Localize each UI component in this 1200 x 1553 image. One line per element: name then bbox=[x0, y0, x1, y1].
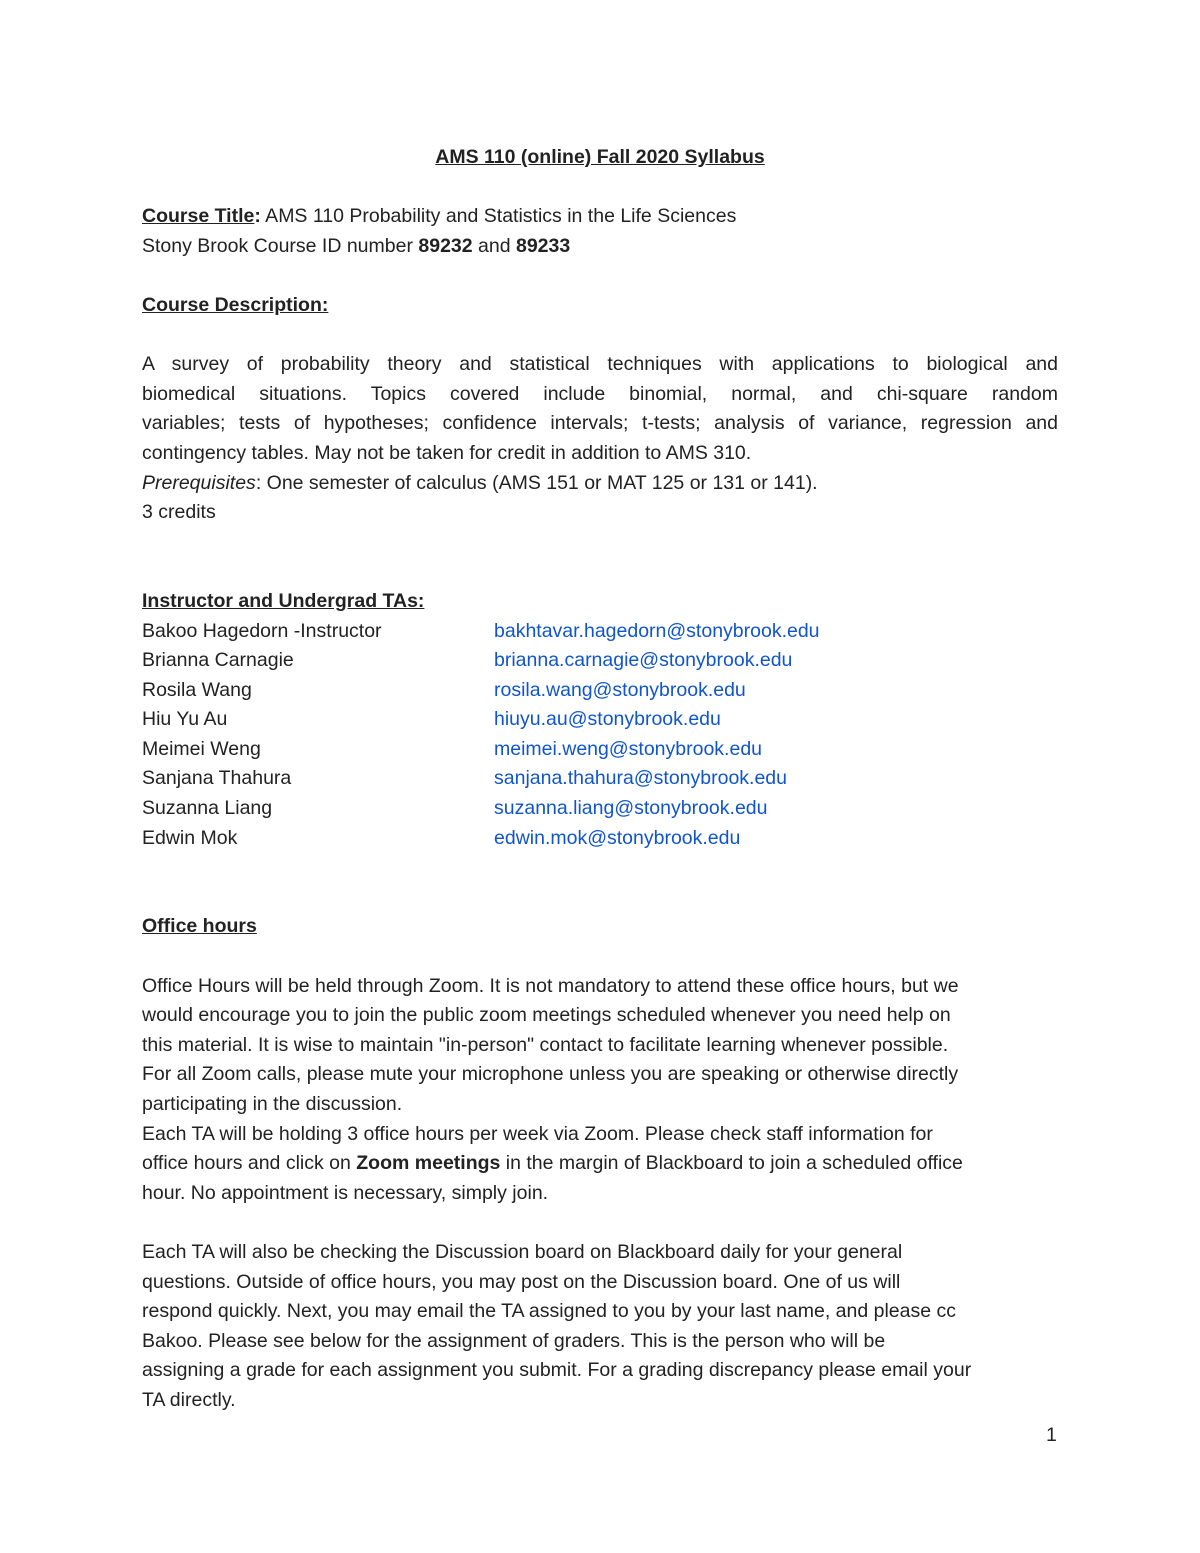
discussion-line: Bakoo. Please see below for the assignment of graders. This is the person who will be bbox=[142, 1329, 886, 1352]
staff-email-link[interactable]: suzanna.liang@stonybrook.edu bbox=[494, 797, 768, 820]
course-id-1: 89232 bbox=[418, 234, 473, 257]
page-content bbox=[142, 143, 1058, 1416]
zoom-line-post: in the margin of Blackboard to join a scheduled office bbox=[500, 1152, 963, 1175]
staff-name: Hiu Yu Au bbox=[142, 708, 228, 731]
course-title-value: AMS 110 Probability and Statistics in the Life Sciences bbox=[260, 205, 737, 228]
staff-name: Edwin Mok bbox=[142, 826, 238, 849]
office-hours-line: participating in the discussion. bbox=[142, 1093, 403, 1115]
staff-email-link[interactable]: sanjana.thahura@stonybrook.edu bbox=[494, 767, 787, 790]
staff-name: Bakoo Hagedorn -Instructor bbox=[142, 619, 382, 642]
discussion-line: questions. Outside of office hours, you may post on the Discussion board. One of us will bbox=[142, 1270, 901, 1293]
office-hours-heading: Office hours bbox=[142, 915, 257, 938]
staff-name: Sanjana Thahura bbox=[142, 767, 292, 790]
course-title-label: Course Title bbox=[142, 205, 255, 228]
staff-email-link[interactable]: rosila.wang@stonybrook.edu bbox=[494, 678, 746, 701]
office-hours-paragraph-1 bbox=[142, 972, 1058, 1209]
office-hours-line: Each TA will be holding 3 office hours per week via Zoom. Please check staff information for bbox=[142, 1122, 933, 1145]
staff-row bbox=[142, 646, 1058, 676]
course-description-heading: Course Description: bbox=[142, 293, 329, 316]
staff-email-link[interactable]: hiuyu.au@stonybrook.edu bbox=[494, 708, 721, 731]
office-hours-line: Office Hours will be held through Zoom. It is not mandatory to attend these office hours, but we bbox=[142, 974, 959, 997]
page-number: 1 bbox=[1046, 1424, 1057, 1446]
course-id-prefix: Stony Brook Course ID number bbox=[142, 234, 419, 257]
course-title-line bbox=[142, 202, 1058, 232]
office-hours-line bbox=[142, 1149, 1058, 1179]
course-id-and: and bbox=[472, 234, 516, 257]
staff-email-link[interactable]: bakhtavar.hagedorn@stonybrook.edu bbox=[494, 619, 820, 642]
staff-heading: Instructor and Undergrad TAs: bbox=[142, 589, 425, 612]
staff-row bbox=[142, 764, 1058, 794]
zoom-meetings-text: Zoom meetings bbox=[356, 1152, 501, 1175]
description-line: biomedical situations. Topics covered include binomial, normal, and chi-square random bbox=[142, 382, 1058, 405]
discussion-line: TA directly. bbox=[142, 1388, 236, 1411]
staff-row bbox=[142, 824, 1058, 854]
page-title: AMS 110 (online) Fall 2020 Syllabus bbox=[435, 146, 765, 168]
staff-name: Rosila Wang bbox=[142, 678, 252, 701]
discussion-line: respond quickly. Next, you may email the TA assigned to you by your last name, and please cc bbox=[142, 1300, 957, 1323]
zoom-line-pre: office hours and click on bbox=[142, 1152, 357, 1175]
staff-name: Brianna Carnagie bbox=[142, 649, 294, 672]
staff-name: Meimei Weng bbox=[142, 737, 261, 760]
office-hours-line: this material. It is wise to maintain "in-person" contact to facilitate learning whenever possible. bbox=[142, 1033, 949, 1056]
office-hours-line: would encourage you to join the public zoom meetings scheduled whenever you need help on bbox=[142, 1004, 951, 1027]
description-line: variables; tests of hypotheses; confidence intervals; t-tests; analysis of variance, regression and bbox=[142, 412, 1058, 435]
credits: 3 credits bbox=[142, 501, 216, 524]
course-title-colon: : bbox=[254, 205, 261, 228]
staff-row bbox=[142, 794, 1058, 824]
prerequisites-text: : One semester of calculus (AMS 151 or MAT 125 or 131 or 141). bbox=[255, 471, 818, 494]
discussion-line: assigning a grade for each assignment you submit. For a grading discrepancy please email your bbox=[142, 1359, 972, 1382]
office-hours-line: hour. No appointment is necessary, simply join. bbox=[142, 1181, 549, 1204]
staff-row bbox=[142, 676, 1058, 706]
description-line: contingency tables. May not be taken for credit in addition to AMS 310. bbox=[142, 441, 752, 464]
staff-list bbox=[142, 617, 1058, 854]
staff-row bbox=[142, 617, 1058, 647]
discussion-line: Each TA will also be checking the Discussion board on Blackboard daily for your general bbox=[142, 1240, 903, 1263]
course-id-2: 89233 bbox=[515, 234, 571, 257]
prerequisites-label: Prerequisites bbox=[142, 471, 256, 494]
staff-email-link[interactable]: edwin.mok@stonybrook.edu bbox=[494, 826, 741, 849]
staff-row bbox=[142, 705, 1058, 735]
office-hours-paragraph-2 bbox=[142, 1238, 1058, 1416]
staff-email-link[interactable]: meimei.weng@stonybrook.edu bbox=[494, 737, 763, 760]
course-id-line bbox=[142, 232, 1058, 262]
staff-email-link[interactable]: brianna.carnagie@stonybrook.edu bbox=[494, 649, 793, 672]
description-line: A survey of probability theory and statistical techniques with applications to biological and bbox=[142, 353, 1058, 376]
staff-row bbox=[142, 735, 1058, 765]
prerequisites-line bbox=[142, 469, 1058, 499]
course-description-text bbox=[142, 350, 1058, 468]
office-hours-line: For all Zoom calls, please mute your microphone unless you are speaking or otherwise directly bbox=[142, 1063, 959, 1086]
staff-name: Suzanna Liang bbox=[142, 797, 273, 820]
